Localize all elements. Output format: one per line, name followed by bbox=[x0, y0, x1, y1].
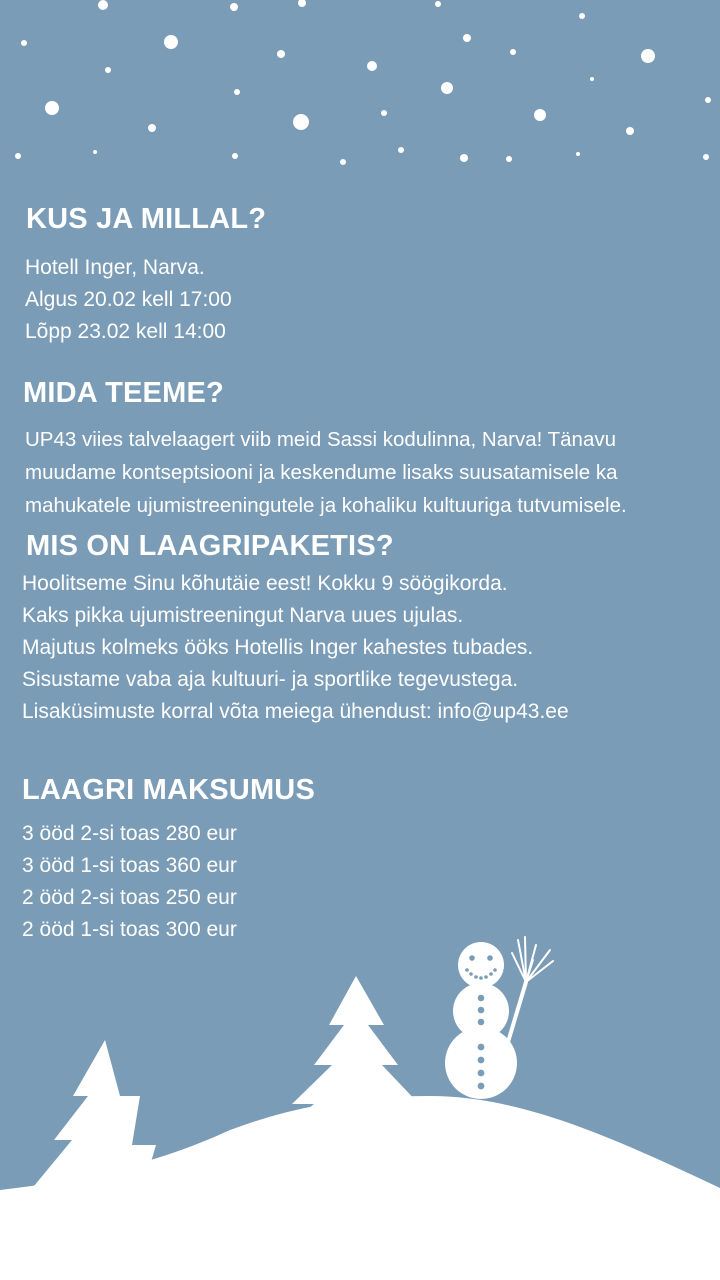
snowflake-icon bbox=[576, 152, 580, 156]
snowflake-icon bbox=[590, 77, 594, 81]
description-line: mahukatele ujumistreeningutele ja kohaliku kultuuriga tutvumisele. bbox=[25, 494, 627, 517]
snowflake-icon bbox=[164, 35, 178, 49]
snowflake-icon bbox=[641, 49, 655, 63]
snowflake-icon bbox=[234, 89, 240, 95]
snowflake-icon bbox=[293, 114, 309, 130]
snowflake-icon bbox=[579, 13, 585, 19]
location-line: Hotell Inger, Narva. bbox=[25, 256, 205, 279]
what-we-do-heading: MIDA TEEME? bbox=[23, 377, 224, 409]
where-when-text bbox=[25, 252, 232, 348]
snowflake-icon bbox=[277, 50, 285, 58]
price-item: 3 ööd 2-si toas 280 eur bbox=[22, 822, 237, 845]
price-item: 2 ööd 1-si toas 300 eur bbox=[22, 918, 237, 941]
package-heading: MIS ON LAAGRIPAKETIS? bbox=[26, 530, 394, 562]
package-text bbox=[22, 568, 569, 728]
package-line: Majutus kolmeks ööks Hotellis Inger kahestes tubades. bbox=[22, 636, 534, 659]
snowfall bbox=[0, 0, 720, 180]
snowflake-icon bbox=[506, 156, 512, 162]
snowflake-icon bbox=[15, 153, 21, 159]
where-when-heading: KUS JA MILLAL? bbox=[26, 203, 267, 235]
snowflake-icon bbox=[435, 1, 441, 7]
description-line: UP43 viies talvelaagert viib meid Sassi kodulinna, Narva! Tänavu bbox=[25, 428, 617, 451]
winter-landscape bbox=[0, 900, 720, 1280]
snowflake-icon bbox=[232, 153, 238, 159]
snowflake-icon bbox=[703, 154, 709, 160]
package-line: Hoolitseme Sinu kõhutäie eest! Kokku 9 söögikorda. bbox=[22, 572, 508, 595]
broom-icon bbox=[508, 937, 553, 1042]
snowflake-icon bbox=[398, 147, 404, 153]
end-line: Lõpp 23.02 kell 14:00 bbox=[25, 320, 226, 343]
snowflake-icon bbox=[510, 49, 516, 55]
start-line: Algus 20.02 kell 17:00 bbox=[25, 288, 232, 311]
snowflake-icon bbox=[705, 97, 711, 103]
package-line: Kaks pikka ujumistreeningut Narva uues ujulas. bbox=[22, 604, 464, 627]
price-item: 3 ööd 1-si toas 360 eur bbox=[22, 854, 237, 877]
snowflake-icon bbox=[463, 34, 471, 42]
package-line: Sisustame vaba aja kultuuri- ja sportlike tegevustega. bbox=[22, 668, 519, 691]
snowflake-icon bbox=[381, 110, 387, 116]
snowflake-icon bbox=[340, 159, 346, 165]
description-line: muudame kontseptsiooni ja keskendume lisaks suusatamisele ka bbox=[25, 461, 618, 484]
snowflake-icon bbox=[98, 0, 108, 10]
snowman-icon bbox=[445, 942, 517, 1099]
snowflake-icon bbox=[534, 109, 546, 121]
snowflake-icon bbox=[298, 0, 306, 7]
snowflake-icon bbox=[460, 154, 468, 162]
snowflake-icon bbox=[148, 124, 156, 132]
snowflake-icon bbox=[93, 150, 97, 154]
snowflake-icon bbox=[21, 40, 27, 46]
what-we-do-text bbox=[25, 423, 627, 522]
snowflake-icon bbox=[45, 101, 59, 115]
price-heading: LAAGRI MAKSUMUS bbox=[22, 774, 315, 806]
snowflake-icon bbox=[230, 3, 238, 11]
snowflake-icon bbox=[367, 61, 377, 71]
snowflake-icon bbox=[626, 127, 634, 135]
contact-line: Lisaküsimuste korral võta meiega ühendust: info@up43.ee bbox=[22, 700, 569, 723]
snowflake-icon bbox=[105, 67, 111, 73]
snowflake-icon bbox=[441, 82, 453, 94]
price-item: 2 ööd 2-si toas 250 eur bbox=[22, 886, 237, 909]
